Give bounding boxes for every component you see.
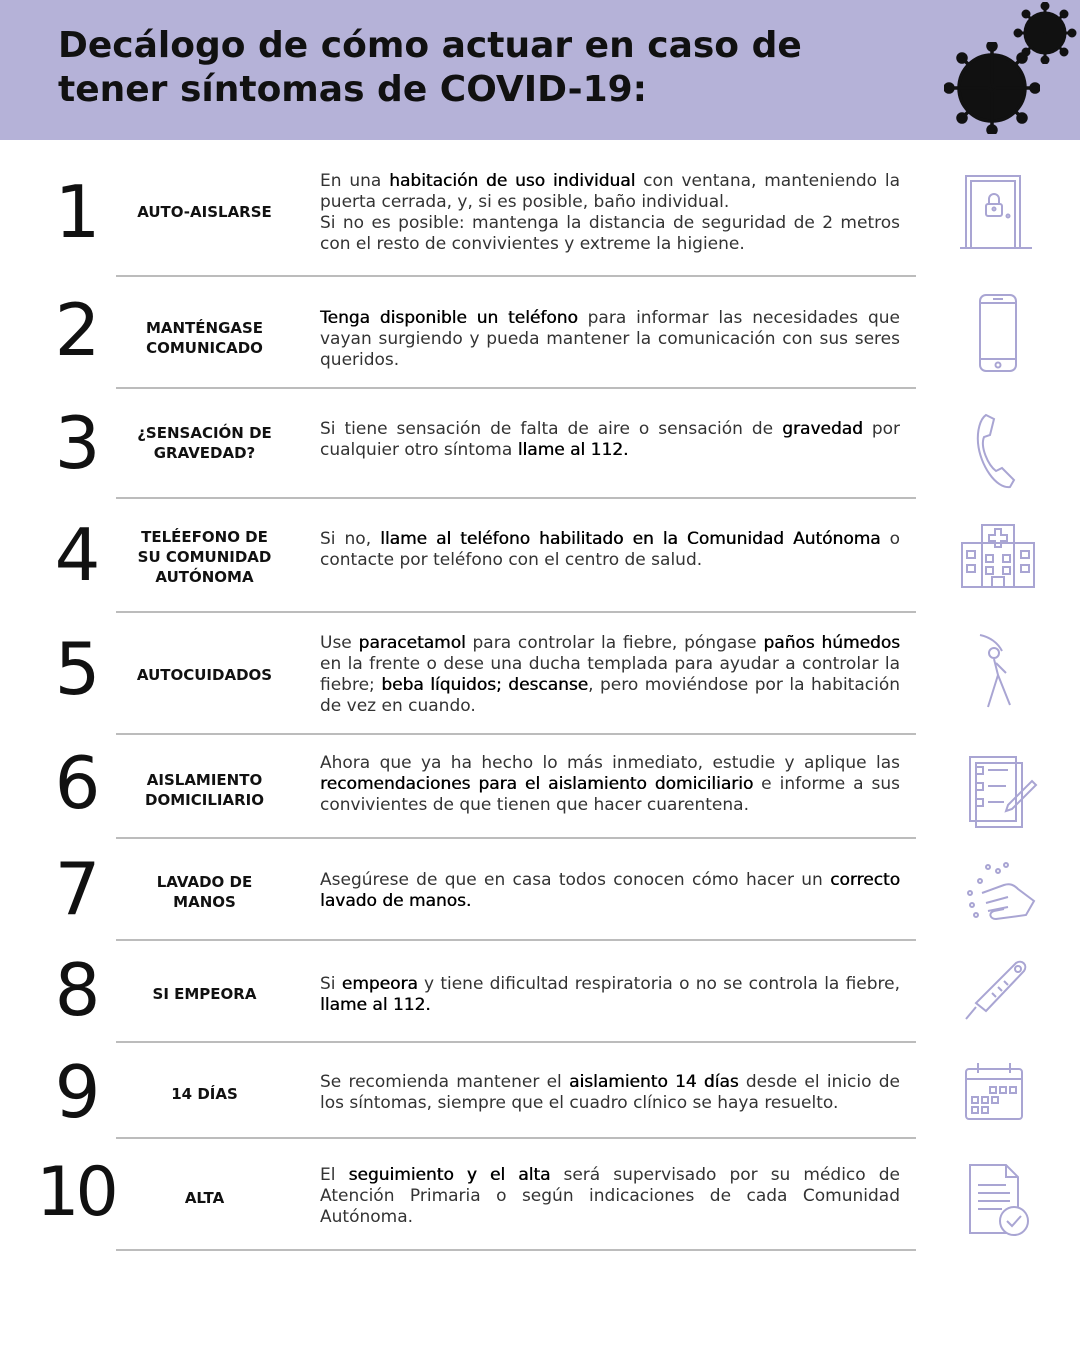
step-number: 8 bbox=[54, 948, 101, 1032]
step-description: Se recomienda mantener el aislamiento 14 días desde el inicio de los síntomas, siempre que el cuadro clínico se haya resuelto. bbox=[320, 1072, 900, 1113]
step-description: Si empeora y tiene dificultad respiratoria o no se controla la fiebre, llame al 112. bbox=[320, 974, 901, 1015]
virus-large-icon bbox=[944, 42, 1040, 134]
step-number: 4 bbox=[54, 513, 101, 597]
step-label: AISLAMIENTO DOMICILIARIO bbox=[145, 771, 264, 809]
step-label: LAVADO DE MANOS bbox=[156, 873, 253, 911]
divider bbox=[116, 1137, 916, 1139]
calendar-icon bbox=[958, 1059, 1038, 1139]
smartphone-icon bbox=[958, 293, 1038, 373]
divider bbox=[116, 611, 916, 613]
step-description: Si no, llame al teléfono habilitado en la Comunidad Autónoma o contacte por teléfono con el centro de salud. bbox=[320, 529, 900, 570]
divider bbox=[116, 1041, 916, 1043]
divider bbox=[116, 1249, 916, 1251]
step-label: ¿SENSACIÓN DE GRAVEDAD? bbox=[137, 424, 272, 462]
document-check-icon bbox=[958, 1161, 1038, 1241]
header-banner bbox=[0, 0, 1080, 140]
step-number: 3 bbox=[54, 401, 101, 485]
divider bbox=[116, 387, 916, 389]
step-label: SI EMPEORA bbox=[152, 985, 257, 1003]
page-title: Decálogo de cómo actuar en caso de tener síntomas de COVID-19: bbox=[58, 25, 802, 110]
step-description: Tenga disponible un teléfono para informar las necesidades que vayan surgiendo y pueda mantener la comunicación con sus seres queridos. bbox=[320, 308, 900, 370]
divider bbox=[116, 837, 916, 839]
step-number: 5 bbox=[54, 627, 101, 711]
divider bbox=[116, 939, 916, 941]
hospital-icon bbox=[958, 517, 1038, 597]
step-label: AUTOCUIDADOS bbox=[136, 666, 273, 684]
step-number: 1 bbox=[54, 170, 101, 254]
step-number: 2 bbox=[54, 288, 101, 372]
divider bbox=[116, 733, 916, 735]
step-label: ALTA bbox=[184, 1189, 225, 1207]
step-label: TELÉEFONO DE SU COMUNIDAD AUTÓNOMA bbox=[137, 528, 272, 586]
thermometer-icon bbox=[958, 955, 1038, 1035]
step-number: 9 bbox=[54, 1050, 101, 1134]
step-label: MANTÉNGASE COMUNICADO bbox=[145, 319, 264, 357]
step-description: Asegúrese de que en casa todos conocen cómo hacer un correcto lavado de manos. bbox=[320, 870, 900, 911]
step-number: 7 bbox=[54, 847, 101, 931]
step-description: Use paracetamol para controlar la fiebre, póngase paños húmedos en la frente o dese una ducha templada para ayudar a controlar la fiebre; beba líquidos; descanse, pero moviéndose por la habitación de vez en cuando. bbox=[320, 633, 900, 716]
checklist-icon bbox=[958, 753, 1038, 833]
step-label: AUTO-AISLARSE bbox=[137, 203, 272, 221]
step-number: 6 bbox=[54, 741, 101, 825]
hand-washing-icon bbox=[958, 857, 1038, 937]
divider bbox=[116, 497, 916, 499]
step-number: 10 bbox=[36, 1153, 115, 1232]
step-label: 14 DÍAS bbox=[171, 1085, 238, 1103]
step-description: Ahora que ya ha hecho lo más inmediato, estudie y aplique las recomendaciones para el aislamiento domiciliario e informe a sus convivientes de que tienen que hacer cuarentena. bbox=[320, 753, 900, 815]
phone-handset-icon bbox=[958, 411, 1038, 491]
divider bbox=[116, 275, 916, 277]
door-lock-icon bbox=[958, 172, 1038, 252]
step-description: En una habitación de uso individual con ventana, manteniendo la puerta cerrada, y, si es posible, baño individual. Si no es posible: mantenga la distancia de seguridad de 2 metros con el resto de convivientes y extreme la higiene. bbox=[320, 171, 900, 254]
step-description: Si tiene sensación de falta de aire o sensación de gravedad por cualquier otro síntoma llame al 112. bbox=[320, 419, 900, 460]
step-description: El seguimiento y el alta será supervisado por su médico de Atención Primaria o según indicaciones de cada Comunidad Autónoma. bbox=[320, 1165, 900, 1227]
stretching-person-icon bbox=[958, 631, 1038, 711]
